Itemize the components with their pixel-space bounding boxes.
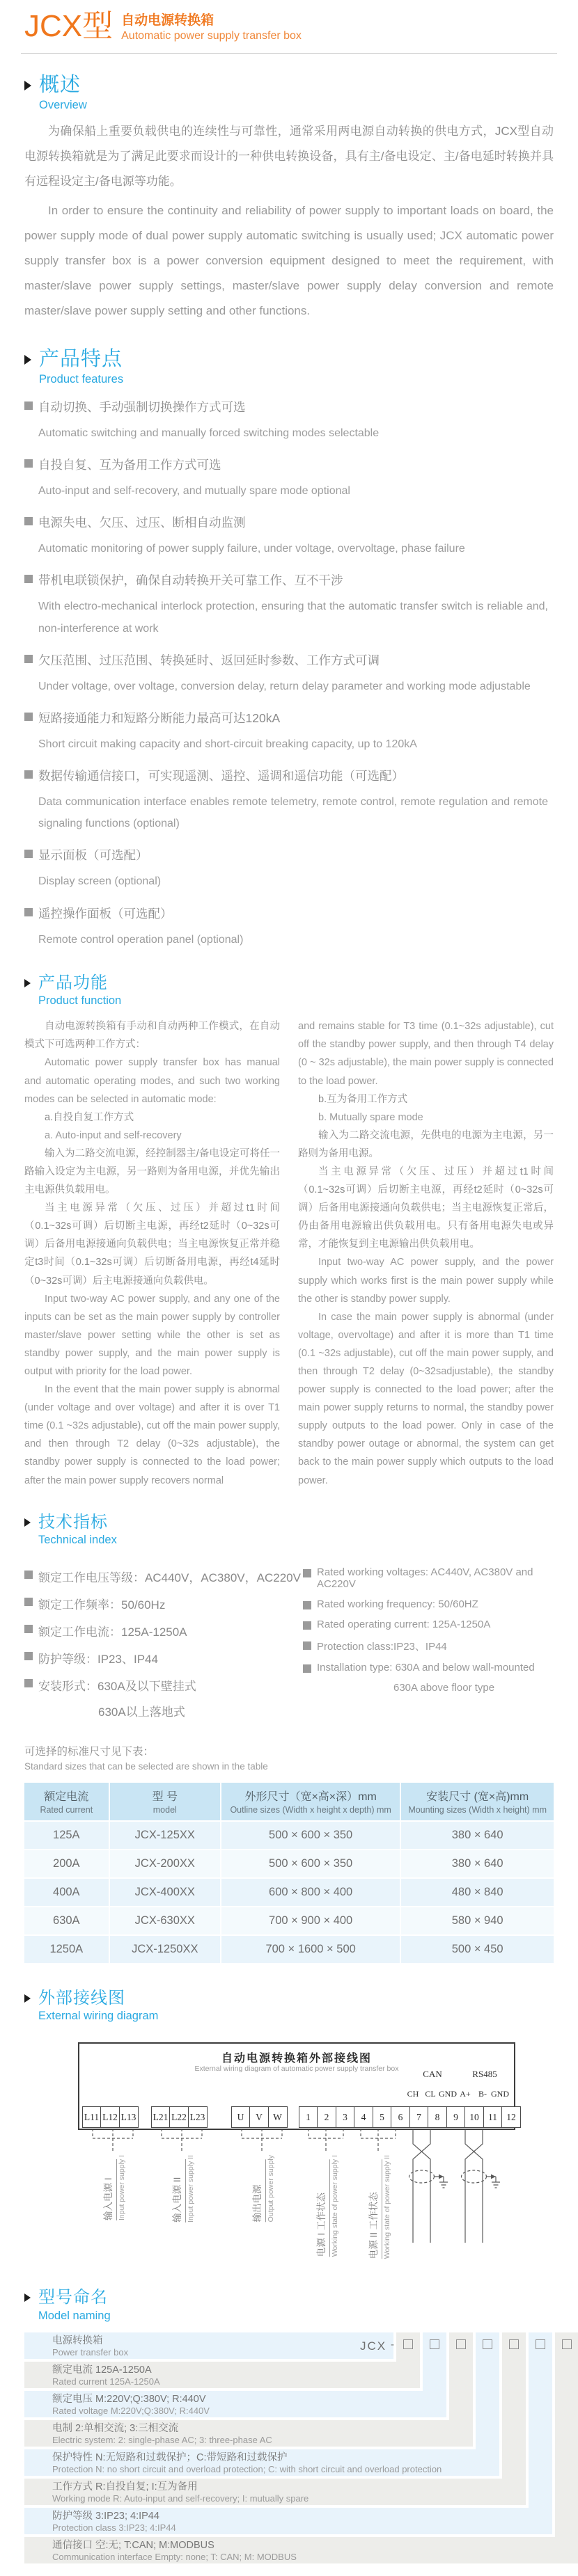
tech-right-column (303, 1558, 554, 1719)
lead-label-en: Working state of power supply II (383, 2155, 392, 2259)
tech-text: 安装形式：630A及以下壁挂式 (38, 1680, 196, 1694)
section-marker-icon (24, 2293, 31, 2302)
feature-text-zh: 遥控操作面板（可选配） (38, 906, 173, 921)
function-paragraph: 当主电源异常（欠压、过压）并超过t1时间（0.1~32s可调）后切断主电源，再经t2延时（0~32s可调）后备用电源接通向负载供电；当主电源恢复正常并稳定t3时间（0.1~32s可调）后切断备用电源，再经t4延时（0~32s可调）后主电源接通向负载供电。 (24, 1202, 280, 1287)
feature-text-en: Display screen (optional) (38, 875, 162, 888)
cell-rated-current: 1250A (24, 1936, 109, 1963)
terminal: 10 (464, 2106, 484, 2128)
section-title-zh: 概述 (39, 73, 81, 96)
function-paragraph: b.互为备用工作方式 (318, 1093, 408, 1105)
col-header-rated-current (24, 1783, 109, 1820)
tech-text: 防护等级：IP23、IP44 (38, 1653, 158, 1667)
col-header-en: Mounting sizes (Width x height) mm (408, 1805, 547, 1815)
section-title-zh: 产品特点 (39, 347, 123, 370)
tech-item (24, 1595, 303, 1612)
naming-column-7 (555, 2332, 578, 2563)
lead-label-en: Output power supply (267, 2155, 276, 2223)
tech-text-extra: 630A above floor type (393, 1682, 495, 1694)
overview-paragraph-en: In order to ensure the continuity and reliability of power supply to important loads on board, the power supply mode of dual power supply automatic switching is usually used; JCX automatic power supply transfer box is a power conversion equipment designed to meet the requirement, with master/slave power supply settings, master/slave power supply delay conversion and remote master/slave power supply setting and other functions. (24, 203, 554, 317)
pin-label-a-plus: A+ (460, 2089, 471, 2099)
tech-text: Protection class:IP23、IP44 (317, 1641, 447, 1653)
feature-text-en: Under voltage, over voltage, conversion delay, return delay parameter and working mode adjustable (38, 680, 531, 692)
terminal: 11 (483, 2106, 503, 2128)
feature-item (24, 709, 554, 726)
model-dash: - (391, 2338, 394, 2351)
feature-item (24, 767, 554, 784)
terminal: L23 (188, 2106, 208, 2128)
cell-rated-current: 630A (24, 1907, 109, 1934)
section-title-zh: 技术指标 (38, 1512, 108, 1532)
bullet-square-icon (303, 1601, 311, 1609)
tech-item (303, 1598, 554, 1610)
cell-outline-size: 700 × 900 × 400 (221, 1907, 400, 1934)
model-code-box (483, 2339, 492, 2349)
tech-text: 额定工作电压等级：AC440V，AC380V，AC220V (38, 1571, 301, 1585)
features-list (0, 398, 578, 951)
model-code-box (456, 2339, 466, 2349)
pin-label-ch: CH (407, 2089, 419, 2099)
naming-column-1 (396, 2332, 420, 2388)
naming-column-5 (502, 2332, 526, 2505)
section-marker-icon (24, 355, 31, 365)
naming-row-zh: 防护等级 3:IP23; 4:IP44 (52, 2510, 159, 2522)
naming-row-en: Communication interface Empty: none; T: CAN; M: MODBUS (52, 2551, 297, 2562)
function-paragraph: a.自投自复工作方式 (45, 1111, 134, 1123)
naming-row-power-transfer-box (24, 2332, 393, 2359)
feature-text-zh: 数据传输通信接口，可实现遥测、遥控、遥调和遥信功能（可选配） (38, 769, 404, 784)
section-title-en: External wiring diagram (38, 2010, 159, 2023)
section-title-zh: 产品功能 (38, 973, 108, 992)
model-prefix: JCX (360, 2339, 387, 2353)
function-paragraph: b. Mutually spare mode (318, 1111, 423, 1123)
naming-column-3 (449, 2332, 473, 2447)
sizes-note-zh: 可选择的标准尺寸见下表： (24, 1746, 155, 1758)
lead-label-state2 (367, 2155, 393, 2259)
feature-text-zh: 带机电联锁保护，确保自动转换开关可靠工作、互不干涉 (38, 573, 343, 588)
terminal: 8 (428, 2106, 447, 2128)
naming-row-en: Protection class 3:IP23; 4:IP44 (52, 2522, 176, 2533)
cell-model: JCX-1250XX (110, 1936, 220, 1963)
model-code-box (509, 2339, 519, 2349)
naming-row-zh: 通信接口 空:无; T:CAN; M:MODBUS (52, 2539, 214, 2551)
tech-item (24, 1622, 303, 1639)
terminal: W (268, 2106, 288, 2128)
function-right-column (298, 1017, 554, 1489)
naming-row-electric-system (24, 2420, 473, 2447)
lead-label-en: Input power supply I (118, 2155, 127, 2221)
terminal: L11 (82, 2106, 102, 2128)
naming-column-6 (529, 2332, 552, 2534)
terminal: 7 (409, 2106, 429, 2128)
tech-item (24, 1649, 303, 1667)
overview-body (0, 119, 578, 324)
terminal: L21 (151, 2106, 171, 2128)
wiring-diagram-title-en: External wiring diagram of automatic power supply transfer box (194, 2065, 399, 2074)
function-paragraph: 输入为二路交流电源，经控制器主/备电设定可将任一路输入设定为主电源，另一路则为备用电源，并优先输出主电源供负载用电。 (24, 1147, 280, 1196)
tech-text: 额定工作频率：50/60Hz (38, 1598, 166, 1612)
naming-row-protection-class (24, 2508, 552, 2534)
terminal: 1 (299, 2106, 318, 2128)
bullet-square-icon (24, 1652, 33, 1660)
cell-model: JCX-125XX (110, 1822, 220, 1849)
naming-row-zh: 工作方式 R:自投自复; I:互为备用 (52, 2481, 198, 2492)
table-row (24, 1879, 554, 1906)
sizes-note-en: Standard sizes that can be selected are shown in the table (24, 1761, 268, 1772)
bullet-square-icon (303, 1641, 311, 1650)
bullet-square-icon (24, 1625, 33, 1633)
wiring-diagram (0, 2034, 578, 2279)
naming-row-rated-voltage (24, 2391, 446, 2417)
naming-column-4 (476, 2332, 499, 2476)
section-marker-icon (24, 1994, 31, 2003)
pin-label-gnd: GND (439, 2089, 457, 2099)
feature-text-en: Automatic monitoring of power supply failure, under voltage, overvoltage, phase failure (38, 543, 465, 555)
col-header-en: Rated current (40, 1805, 93, 1815)
section-marker-icon (24, 1518, 31, 1527)
terminal: 3 (336, 2106, 355, 2128)
wiring-diagram-title-zh: 自动电源转换箱外部接线图 (221, 2053, 372, 2065)
bullet-square-icon (24, 908, 33, 916)
cell-outline-size: 700 × 1600 × 500 (221, 1936, 400, 1963)
function-paragraph: Input two-way AC power supply, and the power supply which works first is the main power supply while the other is standby power supply. (298, 1257, 554, 1305)
pin-label-gnd2: GND (491, 2089, 509, 2099)
bullet-square-icon (303, 1621, 311, 1630)
col-header-zh: 安装尺寸 (宽×高)mm (426, 1791, 529, 1804)
lead-label-input2 (171, 2155, 197, 2223)
sizes-table (23, 1781, 555, 1964)
naming-row-en: Protection N: no short circuit and overload protection; C: with short circuit and overload protection (52, 2463, 442, 2474)
lead-label-state1 (315, 2155, 341, 2257)
tech-text: Installation type: 630A and below wall-mounted (317, 1662, 535, 1674)
feature-text-zh: 自投自复、互为备用工作方式可选 (38, 457, 221, 472)
naming-row-protection (24, 2449, 499, 2476)
cell-rated-current: 400A (24, 1879, 109, 1906)
section-title-en: Product features (39, 372, 124, 385)
terminal: V (249, 2106, 269, 2128)
tech-columns (0, 1558, 578, 1719)
cell-mounting-size: 380 × 640 (401, 1850, 554, 1877)
function-columns (0, 1017, 578, 1489)
overview-paragraph-zh: 为确保船上重要负载供电的连续性与可靠性，通常采用两电源自动转换的供电方式，JCX型自动电源转换箱就是为了满足此要求而设计的一种供电转换设备，具有主/备电设定、主/备电延时转换并具有远程设定主/备电源等功能。 (24, 124, 554, 188)
cell-mounting-size: 380 × 640 (401, 1822, 554, 1849)
terminal: 5 (373, 2106, 392, 2128)
section-naming-header (0, 2289, 578, 2322)
feature-text-zh: 电源失电、欠压、过压、断相自动监测 (38, 516, 246, 530)
naming-row-en: Rated voltage M:220V;Q:380V; R:440V (52, 2405, 210, 2416)
col-header-en: model (153, 1805, 177, 1815)
lead-label-zh: 输入电源 II (171, 2159, 186, 2223)
feature-item (24, 456, 554, 473)
bullet-square-icon (303, 1664, 311, 1673)
feature-text-en: Remote control operation panel (optional) (38, 933, 244, 946)
col-header-zh: 额定电流 (44, 1791, 89, 1804)
section-title-en: Overview (39, 98, 87, 111)
pin-label-cl: CL (425, 2089, 436, 2099)
header-divider (21, 53, 557, 54)
rs485-bus-label: RS485 (465, 2069, 504, 2080)
tech-item (303, 1619, 554, 1630)
naming-row-working-mode (24, 2479, 526, 2505)
function-paragraph: 输入为二路交流电源，先供电的电源为主电源，另一路则为备用电源。 (298, 1129, 554, 1159)
col-header-mounting-sizes (401, 1783, 554, 1820)
cell-model: JCX-200XX (110, 1850, 220, 1877)
cell-rated-current: 200A (24, 1850, 109, 1877)
section-function-header (0, 974, 578, 1008)
section-title-en: Technical index (38, 1534, 117, 1547)
section-marker-icon (24, 979, 31, 987)
naming-row-communication-interface (24, 2537, 578, 2563)
terminal: L22 (169, 2106, 189, 2128)
naming-row-zh: 额定电流 125A-1250A (52, 2364, 152, 2376)
naming-row-en: Working mode R: Auto-input and self-recovery; I: mutually spare (52, 2492, 309, 2504)
cell-outline-size: 500 × 600 × 350 (221, 1822, 400, 1849)
col-header-model (110, 1783, 220, 1820)
section-marker-icon (24, 81, 31, 90)
tech-item (24, 1676, 303, 1694)
function-paragraph: and remains stable for T3 time (0.1~32s adjustable), cut off the standby power supply, and then through T4 delay (0 ~ 32s adjustable), the main power supply is connected to the load power. (298, 1021, 554, 1087)
cell-mounting-size: 580 × 940 (401, 1907, 554, 1934)
bullet-square-icon (24, 1598, 33, 1606)
bullet-square-icon (24, 1571, 33, 1579)
naming-row-zh: 电源转换箱 (52, 2335, 103, 2346)
function-paragraph: 自动电源转换箱有手动和自动两种工作模式，在自动模式下可选两种工作方式： (24, 1021, 280, 1051)
model-code-box (403, 2339, 413, 2349)
cell-outline-size: 500 × 600 × 350 (221, 1850, 400, 1877)
feature-item (24, 846, 554, 864)
feature-text-zh: 短路接通能力和短路分断能力最高可达120kA (38, 710, 281, 725)
bullet-square-icon (24, 517, 33, 525)
function-paragraph: Input two-way AC power supply, and any one of the inputs can be set as the main power supply by controller master/slave power setting while the other is set as standby power supply, and the main power supply is output with priority for the load power. (24, 1293, 280, 1378)
section-tech-header (0, 1513, 578, 1547)
col-header-outline-sizes (221, 1783, 400, 1820)
product-title-zh: 自动电源转换箱 (121, 13, 214, 28)
feature-text-en: With electro-mechanical interlock protection, ensuring that the automatic transfer switch is reliable and, non-interference at work (38, 601, 548, 635)
feature-text-zh: 欠压范围、过压范围、转换延时、返回延时参数、工作方式可调 (38, 653, 380, 667)
table-row (24, 1822, 554, 1849)
feature-text-en: Automatic switching and manually forced switching modes selectable (38, 427, 380, 439)
naming-row-zh: 保护特性 N:无短路和过载保护；C:带短路和过载保护 (52, 2451, 288, 2463)
section-title-en: Product function (38, 994, 122, 1008)
tech-item (24, 1568, 303, 1585)
bullet-square-icon (24, 1679, 33, 1687)
lead-label-input1 (102, 2155, 128, 2220)
section-title-en: Model naming (38, 2309, 111, 2322)
function-paragraph: Automatic power supply transfer box has manual and automatic operating modes, and such two working modes can be selected in automatic mode: (24, 1057, 280, 1105)
feature-text-en: Auto-input and self-recovery, and mutually spare mode optional (38, 484, 350, 497)
terminal: 9 (446, 2106, 466, 2128)
model-code-box (430, 2339, 439, 2349)
feature-item (24, 398, 554, 415)
function-left-column (24, 1017, 280, 1489)
bullet-square-icon (24, 401, 33, 410)
feature-text-en: Data communication interface enables remote telemetry, remote control, remote regulation and remote signaling functions (optional) (38, 796, 548, 830)
table-header-row (24, 1783, 554, 1820)
bullet-square-icon (24, 850, 33, 858)
table-row (24, 1907, 554, 1934)
terminal: L13 (119, 2106, 139, 2128)
cell-rated-current: 125A (24, 1822, 109, 1849)
terminal: L12 (100, 2106, 120, 2128)
function-paragraph: 当主电源异常（欠压、过压）并超过t1时间（0.1~32s可调）后切断主电源，再经t2延时（0~32s可调）后备用电源接通向负载供电；当主电源恢复正常后，仍由备用电源输出供负载用电。只有备用电源失电或异常，才能恢复到主电源输出供负载用电。 (298, 1166, 554, 1250)
model-code-box (536, 2339, 545, 2349)
pin-label-b-minus: B- (478, 2089, 487, 2099)
terminal: 2 (317, 2106, 336, 2128)
col-header-zh: 外形尺寸（宽×高×深）mm (244, 1791, 377, 1804)
cell-mounting-size: 480 × 840 (401, 1879, 554, 1906)
bullet-square-icon (24, 713, 33, 721)
lead-label-zh: 电源 II 工作状态 (367, 2159, 382, 2259)
feature-item (24, 905, 554, 922)
lead-label-en: Working state of power supply I (331, 2155, 340, 2257)
tech-text-extra: 630A以上落地式 (98, 1706, 185, 1719)
table-row (24, 1936, 554, 1963)
feature-item (24, 514, 554, 531)
section-overview-header (0, 74, 578, 112)
tech-item (303, 1639, 554, 1653)
terminal: 12 (501, 2106, 521, 2128)
lead-label-output (251, 2155, 277, 2222)
tech-text: Rated operating current: 125A-1250A (317, 1619, 491, 1631)
terminal-group-output (232, 2106, 288, 2128)
terminal: 6 (391, 2106, 410, 2128)
bullet-square-icon (303, 1569, 311, 1577)
cell-model: JCX-630XX (110, 1907, 220, 1934)
function-paragraph: In case the main power supply is abnormal (under voltage, overvoltage) and after it is more than T1 time (0.1 ~32s adjustable), cut off the main power supply, and then through T2 delay (0~32sadjustable), the standby power supply is connected to the load power; after the main power supply returns to normal, the standby power supply outputs to the load power. Only in case of the standby power outage or abnormal, the system can get back to the main power supply which outputs to the load power. (298, 1311, 554, 1486)
naming-row-zh: 额定电压 M:220V;Q:380V; R:440V (52, 2393, 206, 2405)
page-header (0, 0, 578, 43)
tech-left-column (24, 1558, 303, 1719)
col-header-zh: 型 号 (152, 1791, 178, 1804)
naming-row-zh: 电制 2:单相交流; 3:三相交流 (52, 2422, 179, 2434)
terminal-group-input1 (83, 2106, 139, 2128)
feature-item (24, 651, 554, 669)
cell-model: JCX-400XX (110, 1879, 220, 1906)
terminal: U (231, 2106, 251, 2128)
bullet-square-icon (24, 655, 33, 663)
naming-row-en: Rated current 125A-1250A (52, 2376, 160, 2387)
section-features-header (0, 349, 578, 386)
tech-text: 额定工作电流：125A-1250A (38, 1625, 187, 1639)
lead-label-zh: 输入电源 I (102, 2159, 117, 2220)
naming-row-rated-current (24, 2362, 420, 2388)
bullet-square-icon (24, 575, 33, 583)
table-row (24, 1850, 554, 1877)
feature-text-en: Short circuit making capacity and short-circuit breaking capacity, up to 120kA (38, 738, 417, 750)
feature-item (24, 571, 554, 589)
function-paragraph: a. Auto-input and self-recovery (45, 1129, 182, 1141)
naming-column-2 (423, 2332, 446, 2417)
product-model-title: JCX型 (24, 9, 114, 43)
feature-text-zh: 自动切换、手动强制切换操作方式可选 (38, 399, 246, 414)
section-wiring-header (0, 1989, 578, 2023)
tech-text: Rated working voltages: AC440V, AC380V and AC220V (317, 1566, 533, 1591)
section-title-zh: 外部接线图 (38, 1989, 125, 2008)
col-header-en: Outline sizes (Width x height x depth) mm (230, 1805, 391, 1815)
terminal-group-numbered (299, 2106, 521, 2128)
naming-row-en: Electric system: 2: single-phase AC; 3: three-phase AC (52, 2434, 272, 2445)
bullet-square-icon (24, 770, 33, 779)
terminal: 4 (354, 2106, 373, 2128)
product-title-en: Automatic power supply transfer box (121, 29, 302, 42)
section-title-zh: 型号命名 (38, 2288, 108, 2307)
tech-text: Rated working frequency: 50/60HZ (317, 1598, 478, 1611)
cell-outline-size: 600 × 800 × 400 (221, 1879, 400, 1906)
naming-row-en: Power transfer box (52, 2346, 129, 2358)
cell-mounting-size: 500 × 450 (401, 1936, 554, 1963)
can-bus-label: CAN (418, 2069, 447, 2080)
model-naming-diagram (24, 2332, 578, 2566)
model-code-box (562, 2339, 572, 2349)
terminal-group-input2 (152, 2106, 208, 2128)
function-paragraph: In the event that the main power supply is abnormal (under voltage and over voltage) and after it is over T1 time (0.1 ~32s adjustable), cut off the main power supply, and then through T2 delay (0~32s adjustable), the standby power supply is connected to the load power; after the main power supply recovers normal (24, 1384, 280, 1486)
feature-text-zh: 显示面板（可选配） (38, 848, 148, 863)
tech-item (303, 1662, 554, 1673)
lead-label-en: Input power supply II (187, 2155, 196, 2223)
lead-label-zh: 输出电源 (251, 2159, 266, 2222)
tech-item (303, 1566, 554, 1590)
bullet-square-icon (24, 459, 33, 468)
lead-label-zh: 电源 I 工作状态 (315, 2159, 330, 2257)
